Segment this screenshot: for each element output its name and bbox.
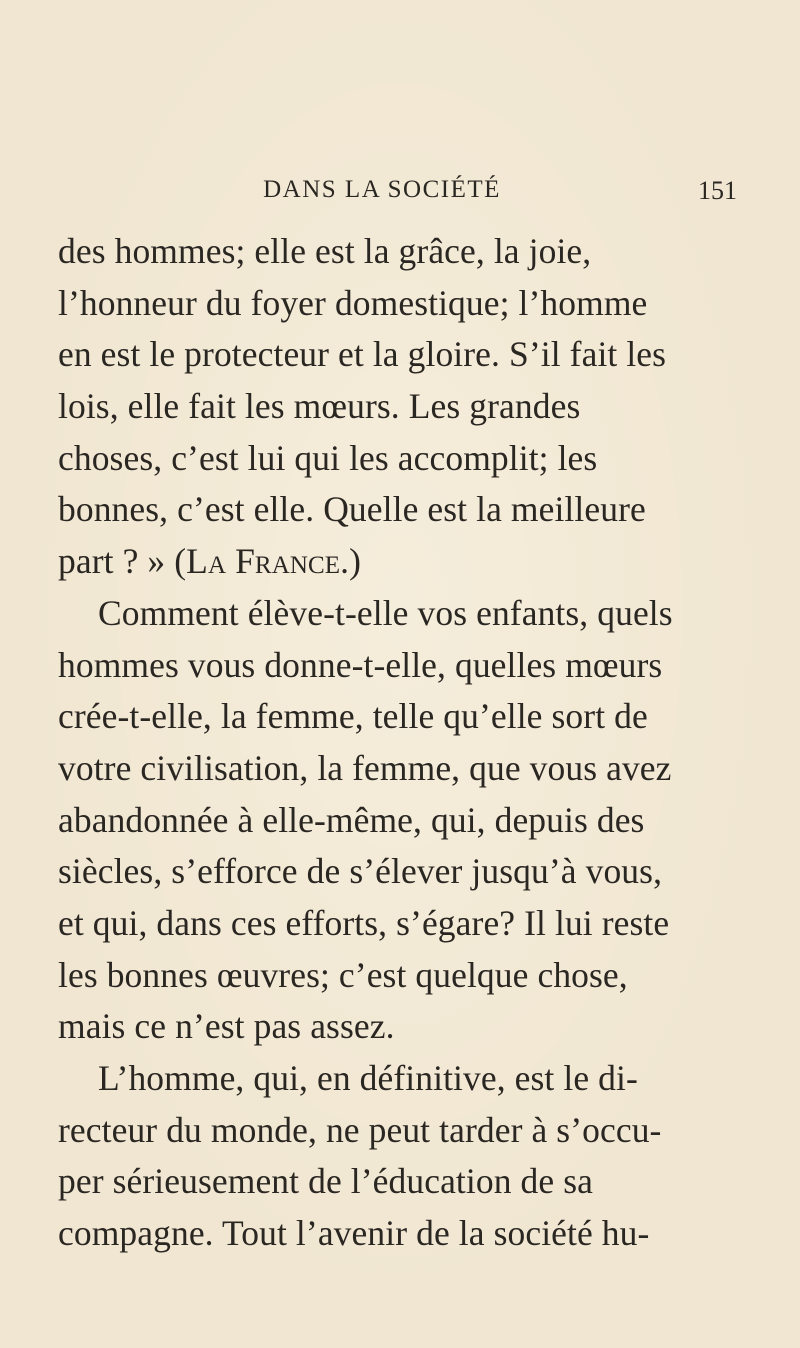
text-line: crée-t-elle, la femme, telle qu’elle sort de [58,696,648,737]
text-line: choses, c’est lui qui les accomplit; les [58,437,598,478]
paragraph-start-line: L’homme, qui, en définitive, est le di- [98,1058,638,1098]
text-line: abandonnée à elle-même, qui, depuis des [58,799,645,840]
page-number: 151 [698,176,737,205]
running-title: DANS LA SOCIÉTÉ [263,176,501,203]
text-line: lois, elle fait les mœurs. Les grandes [58,386,581,427]
text-line: votre civilisation, la femme, que vous avez [58,747,672,788]
text-line: des hommes; elle est la grâce, la joie, [58,231,592,271]
text-line: mais ce n’est pas assez. [58,1006,395,1047]
text-line: les bonnes œuvres; c’est quelque chose, [58,954,628,995]
text-line: bonnes, c’est elle. Quelle est la meilleure [58,489,646,530]
text-line: l’honneur du foyer domestique; l’homme [58,282,648,323]
text-line: per sérieusement de l’éducation de sa [58,1161,593,1202]
text-line: et qui, dans ces efforts, s’égare? Il lui reste [58,902,670,943]
body-text [58,226,748,1260]
running-head [0,176,800,216]
text-line [58,536,748,588]
text-line: en est le protecteur et la gloire. S’il fait les [58,334,667,375]
text-line: recteur du monde, ne peut tarder à s’occu- [58,1109,662,1150]
text-line: siècles, s’efforce de s’élever jusqu’à vous, [58,851,663,892]
source-citation: La France.) [186,541,362,582]
text-line: compagne. Tout l’avenir de la société hu- [58,1213,650,1254]
text-segment: part ? » ( [58,541,187,582]
paragraph-start-line: Comment élève-t-elle vos enfants, quels [98,592,673,633]
text-line: hommes vous donne-t-elle, quelles mœurs [58,644,663,685]
